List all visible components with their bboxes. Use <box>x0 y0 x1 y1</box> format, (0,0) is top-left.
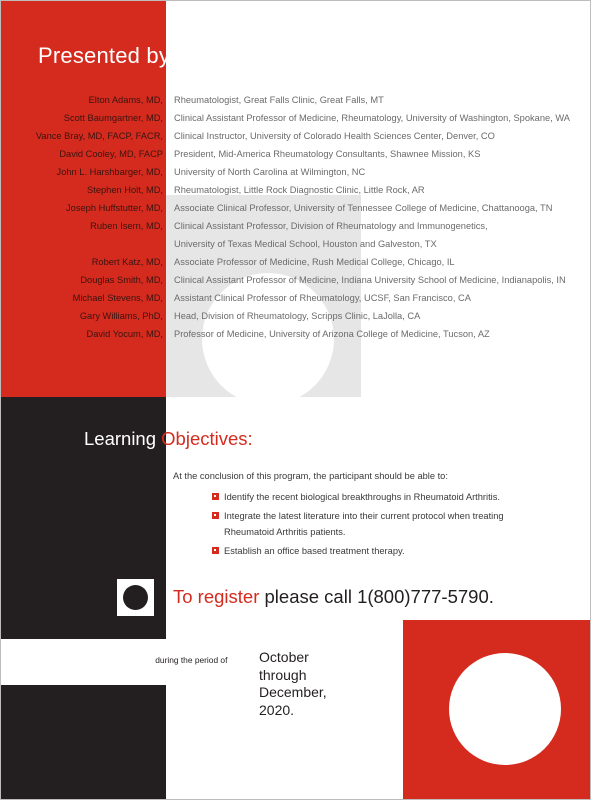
presenter-title: Head, Division of Rheumatology, Scripps Clinic, LaJolla, CA <box>174 311 421 321</box>
presenter-title: University of North Carolina at Wilmington, NC <box>174 167 366 177</box>
register-phone: please call 1(800)777-5790. <box>264 586 494 607</box>
objectives-list <box>212 489 582 561</box>
presenter-name: Robert Katz, MD, <box>91 257 163 267</box>
presenter-row <box>0 292 591 310</box>
presenter-row <box>0 238 591 256</box>
learning-objectives-heading <box>84 428 253 450</box>
objective-item <box>212 489 582 506</box>
presenter-row <box>0 148 591 166</box>
objective-text: Integrate the latest literature into their current protocol when treating Rheumatoid Arthritis patients. <box>224 510 504 537</box>
presenter-title: Associate Clinical Professor, University of Tennessee College of Medicine, Chattanooga, TN <box>174 203 553 213</box>
period-text-part1: This program will be conducted <box>37 655 153 665</box>
objective-item <box>212 508 582 541</box>
presenter-row <box>0 310 591 328</box>
period-line: 2020. <box>259 701 295 718</box>
period-intro <box>37 655 227 665</box>
presenter-title: Clinical Instructor, University of Colorado Health Sciences Center, Denver, CO <box>174 131 495 141</box>
presenter-name: Joseph Huffstutter, MD, <box>66 203 163 213</box>
objective-item <box>212 543 582 560</box>
period-dates <box>259 649 327 719</box>
presenter-name: David Yocum, MD, <box>86 329 163 339</box>
objectives-intro: At the conclusion of this program, the participant should be able to: <box>173 471 448 481</box>
period-text-part2: during the period of <box>155 655 228 665</box>
presenter-title: Professor of Medicine, University of Arizona College of Medicine, Tucson, AZ <box>174 329 490 339</box>
presenter-row <box>0 130 591 148</box>
circle-dot-icon <box>123 585 148 610</box>
presenter-row <box>0 220 591 238</box>
presenter-name: Scott Baumgartner, MD, <box>63 113 163 123</box>
circle-decoration-bottom <box>449 653 561 765</box>
presenter-row <box>0 328 591 346</box>
heading-learning: Learning <box>84 428 157 449</box>
presenter-row <box>0 94 591 112</box>
register-icon <box>117 579 154 616</box>
presenter-title: Rheumatologist, Great Falls Clinic, Great Falls, MT <box>174 95 384 105</box>
presenter-row <box>0 274 591 292</box>
presenter-name: Stephen Holt, MD, <box>87 185 163 195</box>
objective-text: Identify the recent biological breakthroughs in Rheumatoid Arthritis. <box>224 492 500 502</box>
heading-objectives: Objectives: <box>161 428 253 449</box>
presenter-name: John L. Harshbarger, MD, <box>56 167 163 177</box>
presenter-name: David Cooley, MD, FACP <box>59 149 163 159</box>
presenter-title: President, Mid-America Rheumatology Consultants, Shawnee Mission, KS <box>174 149 481 159</box>
presenter-title: Assistant Clinical Professor of Rheumatology, UCSF, San Francisco, CA <box>174 293 471 303</box>
presenter-name: Gary Williams, PhD, <box>79 311 163 321</box>
square-bullet-icon <box>212 512 219 519</box>
square-bullet-icon <box>212 547 219 554</box>
presenter-row <box>0 184 591 202</box>
presenter-title: Associate Professor of Medicine, Rush Medical College, Chicago, IL <box>174 257 455 267</box>
objective-text: Establish an office based treatment therapy. <box>224 545 405 556</box>
register-lead: To register <box>173 586 260 607</box>
square-bullet-icon <box>212 493 219 500</box>
presenter-name: Douglas Smith, MD, <box>80 275 163 285</box>
presenter-list <box>0 94 591 346</box>
period-line: October <box>259 649 309 665</box>
presenter-title: Clinical Assistant Professor, Division of Rheumatology and Immunogenetics, <box>174 221 488 231</box>
presenter-name: Elton Adams, MD, <box>88 95 163 105</box>
period-line: through <box>259 666 307 683</box>
register-line <box>173 586 494 608</box>
presented-by-heading: Presented by <box>38 43 171 68</box>
presenter-title: Rheumatologist, Little Rock Diagnostic Clinic, Little Rock, AR <box>174 185 425 195</box>
presenter-row <box>0 202 591 220</box>
presenter-title: Clinical Assistant Professor of Medicine, Rheumatology, University of Washington, Spokane, WA <box>174 113 570 123</box>
presenter-row <box>0 256 591 274</box>
presenter-name: Ruben Isern, MD, <box>90 221 163 231</box>
period-line: December, <box>259 684 327 700</box>
presenter-name: Vance Bray, MD, FACP, FACR, <box>35 131 163 141</box>
presenter-row <box>0 166 591 184</box>
presenter-row <box>0 112 591 130</box>
presenter-name: Michael Stevens, MD, <box>72 293 163 303</box>
presenter-title: University of Texas Medical School, Houston and Galveston, TX <box>174 239 437 249</box>
presenter-title: Clinical Assistant Professor of Medicine, Indiana University School of Medicine, Indianapolis, IN <box>174 275 566 285</box>
